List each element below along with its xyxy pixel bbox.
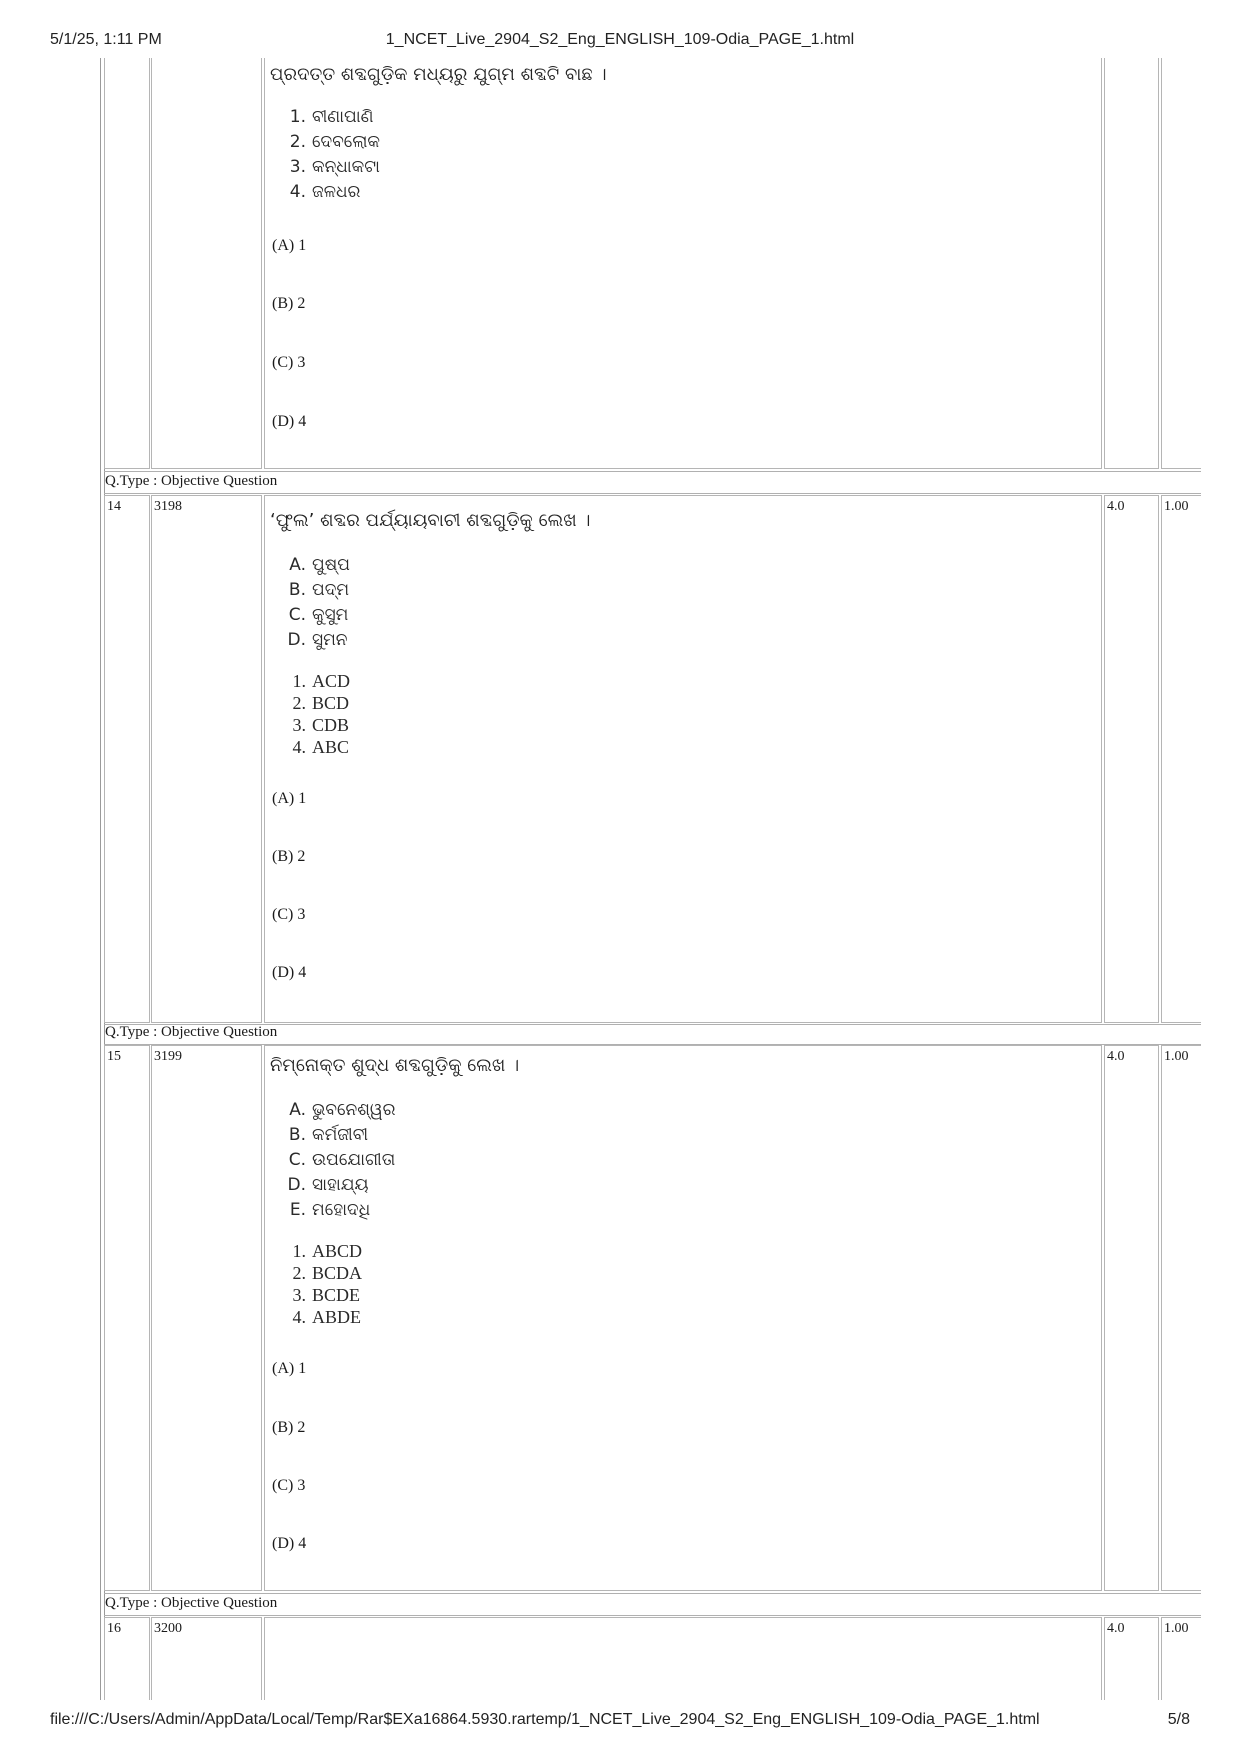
list-item: 4. ABDE	[292, 1307, 361, 1327]
serial-number: 15	[107, 1049, 121, 1064]
serial-number: 16	[107, 1621, 121, 1636]
question-text: ପ୍ରଦତ୍ତ ଶବ୍ଦଗୁଡ଼ିକ ମଧ୍ୟରୁ ଯୁଗ୍ମ ଶବ୍ଦଟି ବାଛ ।	[270, 64, 607, 85]
list-item: 4. ABC	[292, 737, 350, 757]
negative-marks-value: 1.00	[1164, 1049, 1189, 1064]
option-b: (B) 2	[272, 1419, 306, 1436]
list-item: 1. ବୀଣାପାଣି	[289, 107, 374, 127]
row-divider	[104, 1593, 1201, 1594]
list-item: C. ଉପଯୋଗୀତା	[288, 1150, 396, 1170]
marks-value: 4.0	[1107, 1621, 1125, 1636]
serial-number: 14	[107, 499, 121, 514]
list-item: E. ମହୋଦଧି	[289, 1200, 371, 1220]
list-item: D. ସୁମନ	[287, 630, 348, 650]
question-id: 3198	[154, 499, 182, 514]
question-id-cell	[151, 58, 262, 469]
list-item: A. ପୁଷ୍ପ	[289, 555, 350, 575]
marks-cell	[1104, 495, 1159, 1023]
option-a: (A) 1	[272, 790, 307, 807]
question-type-label: Q.Type : Objective Question	[105, 473, 278, 489]
question-type-label: Q.Type : Objective Question	[105, 1024, 278, 1040]
list-item: B. କର୍ମଜୀବୀ	[288, 1125, 369, 1145]
option-b: (B) 2	[272, 848, 306, 865]
list-item: 1. ABCD	[292, 1241, 363, 1261]
list-item: 3. BCDE	[292, 1285, 361, 1305]
answer-code-list	[282, 670, 350, 758]
word-list	[282, 105, 380, 205]
list-item: 4. ଜଳଧର	[289, 182, 361, 202]
marks-cell	[1104, 58, 1159, 469]
question-text: ‘ଫୁଲ’ ଶବ୍ଦର ପର୍ଯ୍ୟାୟବାଚୀ ଶବ୍ଦଗୁଡ଼ିକୁ ଲେଖ ।	[270, 510, 591, 531]
question-cell	[264, 58, 1102, 469]
list-item: 2. BCDA	[292, 1263, 363, 1283]
row-divider	[104, 493, 1201, 494]
print-datetime: 5/1/25, 1:11 PM	[50, 31, 162, 48]
negative-marks-cell	[1161, 1045, 1201, 1591]
outer-border-left	[100, 58, 101, 1700]
list-item: A. ଭୁବନେଶ୍ୱର	[289, 1100, 396, 1120]
list-item: C. କୁସୁମ	[288, 605, 349, 625]
question-id: 3200	[154, 1621, 182, 1636]
list-item: 1. ACD	[292, 671, 351, 691]
question-id: 3199	[154, 1049, 182, 1064]
letter-list	[282, 553, 350, 653]
question-id-cell	[151, 495, 262, 1023]
marks-value: 4.0	[1107, 1049, 1125, 1064]
option-b: (B) 2	[272, 295, 306, 312]
document-title: 1_NCET_Live_2904_S2_Eng_ENGLISH_109-Odia_PAGE_1.html	[385, 31, 855, 48]
list-item: 3. କନ୍ଧାକଟା	[289, 157, 380, 177]
marks-cell	[1104, 1045, 1159, 1591]
option-c: (C) 3	[272, 906, 306, 923]
serial-cell	[104, 495, 150, 1023]
option-a: (A) 1	[272, 1360, 307, 1377]
list-item: D. ସାହାଯ୍ୟ	[287, 1175, 369, 1195]
answer-code-list	[282, 1240, 362, 1328]
option-a: (A) 1	[272, 237, 307, 254]
option-c: (C) 3	[272, 354, 306, 371]
letter-list	[282, 1098, 396, 1223]
negative-marks-cell	[1161, 495, 1201, 1023]
list-item: B. ପଦ୍ମ	[288, 580, 350, 600]
negative-marks-value: 1.00	[1164, 499, 1189, 514]
row-divider	[104, 471, 1201, 472]
serial-cell	[104, 1045, 150, 1591]
list-item: 2. BCD	[292, 693, 350, 713]
negative-marks-cell	[1161, 58, 1201, 469]
row-divider	[104, 1615, 1201, 1616]
option-c: (C) 3	[272, 1477, 306, 1494]
marks-value: 4.0	[1107, 499, 1125, 514]
option-d: (D) 4	[272, 964, 307, 981]
list-item: 3. CDB	[292, 715, 350, 735]
negative-marks-value: 1.00	[1164, 1621, 1189, 1636]
question-text: ନିମ୍ନୋକ୍ତ ଶୁଦ୍ଧ ଶବ୍ଦଗୁଡ଼ିକୁ ଲେଖ ।	[270, 1055, 520, 1076]
question-id-cell	[151, 1045, 262, 1591]
option-d: (D) 4	[272, 1535, 307, 1552]
question-cell	[264, 1617, 1102, 1700]
list-item: 2. ଦେବଲୋକ	[289, 132, 380, 152]
file-path: file:///C:/Users/Admin/AppData/Local/Temp/Rar$EXa16864.5930.rartemp/1_NCET_Live_2904_S2_Eng_ENGLISH_109-Odia_PAGE_1.html	[50, 1711, 1040, 1728]
option-d: (D) 4	[272, 413, 307, 430]
page-number: 5/8	[1167, 1711, 1190, 1728]
question-cell	[264, 495, 1102, 1023]
serial-cell	[104, 58, 150, 469]
question-type-label: Q.Type : Objective Question	[105, 1595, 278, 1611]
